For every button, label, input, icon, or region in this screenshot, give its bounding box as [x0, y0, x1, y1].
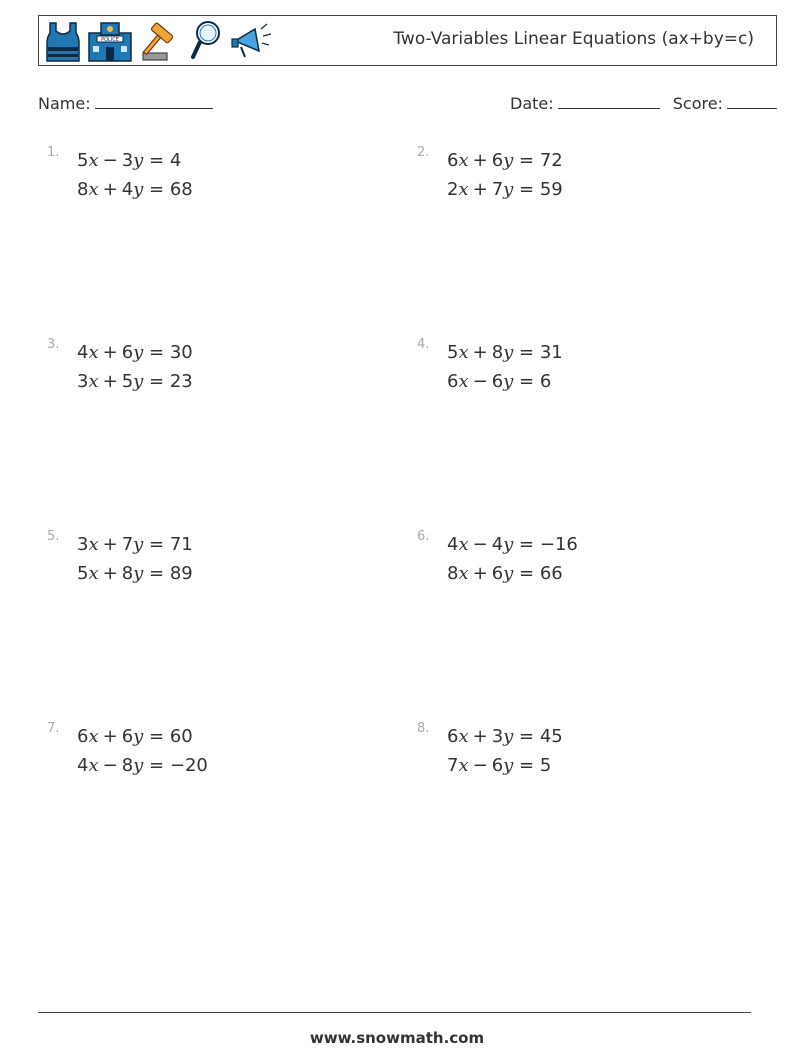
- right-hand-side: 59: [539, 179, 563, 200]
- coefficient-b: 6: [491, 371, 504, 392]
- variable-y: y: [133, 563, 144, 584]
- coefficient-b: 3: [491, 726, 504, 747]
- operator: +: [102, 726, 118, 747]
- variable-x: x: [88, 563, 99, 584]
- right-hand-side: 6: [539, 371, 552, 392]
- date-label: Date:: [510, 94, 554, 113]
- equation-line: [447, 342, 563, 363]
- score-blank[interactable]: [727, 92, 777, 109]
- right-hand-side: 66: [539, 563, 563, 584]
- problem-item: [47, 145, 377, 215]
- equation-line: [77, 563, 193, 584]
- name-field-row: [38, 92, 213, 113]
- equation-line: [447, 534, 578, 555]
- variable-x: x: [88, 371, 99, 392]
- police-vest-icon: [45, 19, 81, 63]
- equals-sign: =: [143, 371, 170, 392]
- operator: +: [472, 150, 488, 171]
- variable-x: x: [88, 179, 99, 200]
- date-blank[interactable]: [558, 92, 660, 109]
- coefficient-a: 6: [447, 371, 459, 392]
- problem-number: 1.: [47, 145, 60, 160]
- coefficient-a: 6: [447, 726, 459, 747]
- footer-divider: [38, 1012, 751, 1013]
- coefficient-b: 8: [121, 755, 134, 776]
- coefficient-b: 6: [491, 563, 504, 584]
- variable-x: x: [88, 534, 99, 555]
- right-hand-side: 60: [169, 726, 193, 747]
- problem-number: 5.: [47, 529, 60, 544]
- variable-x: x: [458, 371, 469, 392]
- right-hand-side: 5: [539, 755, 552, 776]
- operator: +: [102, 563, 118, 584]
- police-station-icon: [87, 19, 133, 63]
- problem-number: 3.: [47, 337, 60, 352]
- coefficient-a: 8: [447, 563, 459, 584]
- coefficient-b: 6: [121, 726, 134, 747]
- judge-gavel-icon: [139, 19, 183, 63]
- right-hand-side: 23: [169, 371, 193, 392]
- score-label: Score:: [672, 94, 723, 113]
- coefficient-a: 4: [77, 755, 89, 776]
- coefficient-a: 3: [77, 371, 89, 392]
- variable-y: y: [503, 150, 514, 171]
- equation-line: [77, 534, 193, 555]
- equation-line: [77, 726, 193, 747]
- right-hand-side: 71: [169, 534, 193, 555]
- coefficient-b: 6: [121, 342, 134, 363]
- equals-sign: =: [143, 563, 170, 584]
- problem-item: [47, 337, 377, 407]
- equation-line: [77, 150, 181, 171]
- right-hand-side: 45: [539, 726, 563, 747]
- coefficient-b: 7: [121, 534, 134, 555]
- footer-url: www.snowmath.com: [309, 1029, 485, 1047]
- coefficient-b: 4: [491, 534, 504, 555]
- equation-line: [447, 563, 563, 584]
- equation-line: [447, 150, 563, 171]
- operator: −: [472, 534, 488, 555]
- right-hand-side: −16: [539, 534, 578, 555]
- coefficient-b: 7: [491, 179, 504, 200]
- variable-y: y: [133, 342, 144, 363]
- variable-y: y: [133, 371, 144, 392]
- operator: +: [472, 726, 488, 747]
- right-hand-side: 31: [539, 342, 563, 363]
- problem-item: [47, 529, 377, 599]
- coefficient-b: 3: [121, 150, 134, 171]
- equation-line: [447, 726, 563, 747]
- equals-sign: =: [143, 179, 170, 200]
- coefficient-b: 8: [121, 563, 134, 584]
- coefficient-a: 2: [447, 179, 459, 200]
- right-hand-side: 4: [169, 150, 182, 171]
- variable-x: x: [88, 726, 99, 747]
- problem-item: [47, 721, 377, 791]
- variable-x: x: [88, 150, 99, 171]
- coefficient-b: 6: [491, 755, 504, 776]
- equals-sign: =: [143, 726, 170, 747]
- problem-item: [417, 145, 747, 215]
- variable-x: x: [458, 755, 469, 776]
- equals-sign: =: [513, 179, 540, 200]
- coefficient-b: 4: [121, 179, 134, 200]
- name-blank[interactable]: [95, 92, 213, 109]
- equals-sign: =: [513, 726, 540, 747]
- equation-line: [77, 342, 193, 363]
- coefficient-b: 6: [491, 150, 504, 171]
- variable-x: x: [458, 179, 469, 200]
- coefficient-a: 5: [447, 342, 459, 363]
- operator: +: [102, 179, 118, 200]
- variable-y: y: [503, 342, 514, 363]
- problem-item: [417, 721, 747, 791]
- coefficient-b: 8: [491, 342, 504, 363]
- name-label: Name:: [38, 94, 91, 113]
- operator: +: [472, 179, 488, 200]
- equals-sign: =: [143, 342, 170, 363]
- variable-y: y: [503, 726, 514, 747]
- variable-y: y: [133, 179, 144, 200]
- variable-y: y: [503, 371, 514, 392]
- variable-y: y: [503, 755, 514, 776]
- variable-x: x: [88, 755, 99, 776]
- worksheet-header: [38, 15, 777, 66]
- coefficient-a: 8: [77, 179, 89, 200]
- operator: +: [102, 534, 118, 555]
- equation-line: [77, 371, 193, 392]
- variable-x: x: [458, 150, 469, 171]
- equals-sign: =: [143, 755, 170, 776]
- coefficient-a: 6: [447, 150, 459, 171]
- equals-sign: =: [143, 534, 170, 555]
- header-icons: [45, 19, 273, 63]
- worksheet-title: Two-Variables Linear Equations (ax+by=c): [393, 29, 754, 49]
- equals-sign: =: [143, 150, 170, 171]
- problem-number: 7.: [47, 721, 60, 736]
- variable-x: x: [88, 342, 99, 363]
- variable-y: y: [503, 534, 514, 555]
- operator: +: [472, 563, 488, 584]
- magnifying-glass-icon: [189, 19, 223, 63]
- operator: +: [472, 342, 488, 363]
- variable-x: x: [458, 726, 469, 747]
- right-hand-side: 89: [169, 563, 193, 584]
- police-sign-text: POLICE: [101, 37, 119, 43]
- equals-sign: =: [513, 563, 540, 584]
- right-hand-side: 68: [169, 179, 193, 200]
- coefficient-b: 5: [121, 371, 134, 392]
- variable-y: y: [503, 179, 514, 200]
- operator: −: [102, 150, 118, 171]
- coefficient-a: 7: [447, 755, 459, 776]
- variable-y: y: [133, 150, 144, 171]
- equation-line: [77, 179, 193, 200]
- coefficient-a: 6: [77, 726, 89, 747]
- date-score-row: [510, 92, 777, 113]
- variable-x: x: [458, 563, 469, 584]
- right-hand-side: 72: [539, 150, 563, 171]
- problem-item: [417, 529, 747, 599]
- variable-x: x: [458, 534, 469, 555]
- equation-line: [77, 755, 208, 776]
- coefficient-a: 4: [77, 342, 89, 363]
- coefficient-a: 4: [447, 534, 459, 555]
- megaphone-icon: [229, 19, 273, 63]
- coefficient-a: 3: [77, 534, 89, 555]
- right-hand-side: −20: [169, 755, 208, 776]
- variable-y: y: [133, 755, 144, 776]
- operator: +: [102, 342, 118, 363]
- equals-sign: =: [513, 371, 540, 392]
- coefficient-a: 5: [77, 150, 89, 171]
- equals-sign: =: [513, 534, 540, 555]
- variable-y: y: [503, 563, 514, 584]
- operator: −: [102, 755, 118, 776]
- right-hand-side: 30: [169, 342, 193, 363]
- equals-sign: =: [513, 150, 540, 171]
- operator: +: [102, 371, 118, 392]
- equals-sign: =: [513, 342, 540, 363]
- variable-y: y: [133, 726, 144, 747]
- equation-line: [447, 371, 551, 392]
- equation-line: [447, 179, 563, 200]
- coefficient-a: 5: [77, 563, 89, 584]
- equals-sign: =: [513, 755, 540, 776]
- problem-number: 2.: [417, 145, 430, 160]
- problem-number: 8.: [417, 721, 430, 736]
- variable-x: x: [458, 342, 469, 363]
- operator: −: [472, 755, 488, 776]
- problem-item: [417, 337, 747, 407]
- equation-line: [447, 755, 551, 776]
- problem-number: 6.: [417, 529, 430, 544]
- variable-y: y: [133, 534, 144, 555]
- problem-number: 4.: [417, 337, 430, 352]
- operator: −: [472, 371, 488, 392]
